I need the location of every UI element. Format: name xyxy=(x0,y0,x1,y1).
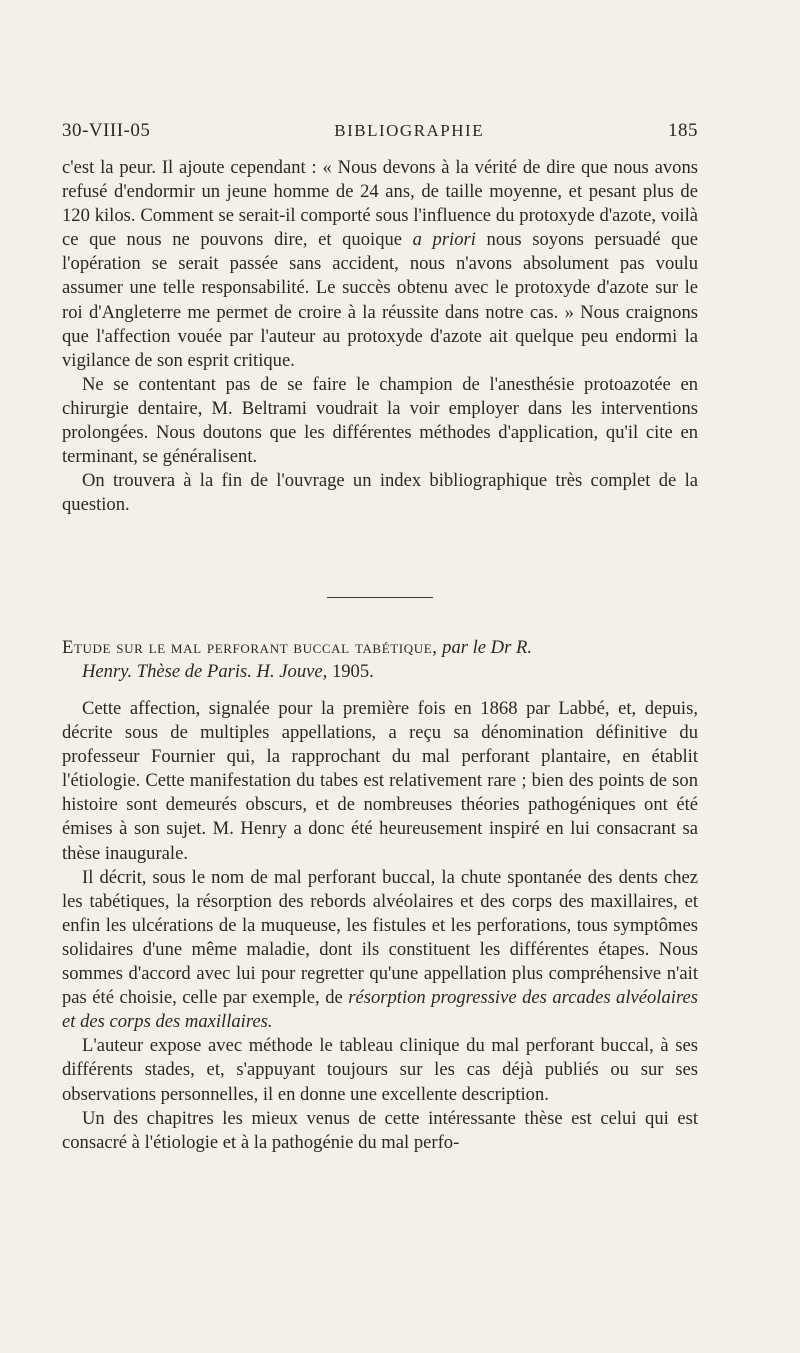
italic-phrase: a priori xyxy=(412,229,476,251)
page-number: 185 xyxy=(667,120,698,141)
section-divider xyxy=(327,597,433,598)
header-title: BIBLIOGRAPHIE xyxy=(334,121,485,140)
paragraph: Cette affection, signalée pour la première fois en 1868 par Labbé, et, depuis, décrite sous de multiples appellations, a reçu sa dénomination définitive du professeur Fournier qui, la rapprochant du mal perforant plantaire, en établit l'étiologie. Cette manifestation du tabes est relativement rare ; bien des points de son histoire sont demeurés obscurs, et de nombreuses théories pathogéniques ont été émises à son sujet. M. Henry a donc été heureusement inspiré en lui consacrant sa thèse inaugurale. xyxy=(62,698,698,864)
paragraph: L'auteur expose avec méthode le tableau clinique du mal perforant buccal, à ses différents stades, et, s'appuyant toujours sur les cas déjà publiés ou sur ses observations personnelles, il en donne une excellente description. xyxy=(62,1035,698,1105)
paragraph: c'est la peur. Il ajoute cependant : « Nous devons à la vérité de dire que nous avons refusé d'endormir un jeune homme de 24 ans, de taille moyenne, et pesant plus de 120 kilos. Comment se serait-il comporté sous l'influence du protoxyde d'azote, voilà ce que nous ne pouvons dire, et quoique a priori nous soyons persuadé que l'opération se serait passée sans accident, nous n'avons absolument pas voulu assumer une telle responsabilité. Le succès obtenu avec le protoxyde d'azote sur le roi d'Angleterre me permet de croire à la réussite dans notre cas. » Nous craignons que l'affection vouée par l'auteur au protoxyde d'azote ait quelque peu endormi la vigilance de son esprit critique. xyxy=(62,157,699,371)
review-continuation xyxy=(62,156,698,517)
paragraph: Il décrit, sous le nom de mal perforant buccal, la chute spontanée des dents chez les tabétiques, la résorption des rebords alvéolaires et des corps des maxillaires, et enfin les ulcérations de la muqueuse, les fistules et les perforations, tous symptômes solidaires d'une même maladie, dont ils constituent les différentes étapes. Nous sommes d'accord avec lui pour regretter qu'une appellation plus compréhensive n'ait pas été choisie, celle par exemple, de résorption progressive des arcades alvéolaires et des corps des maxillaires. xyxy=(62,866,698,1033)
review-body xyxy=(62,697,698,1155)
entry-title: Etude sur le mal perforant buccal tabétique, par le Dr R. Henry. Thèse de Paris. H. Jouve, 1905. xyxy=(62,637,533,683)
header-date: 30-VIII-05 xyxy=(62,120,151,141)
paragraph: Un des chapitres les mieux venus de cette intéressante thèse est celui qui est consacré à l'étiologie et à la pathogénie du mal perfo- xyxy=(62,1107,698,1153)
bibliography-entry xyxy=(62,636,698,684)
italic-phrase: résorption progressive des arcades alvéolaires et des corps des maxillaires. xyxy=(62,987,698,1033)
paragraph: On trouvera à la fin de l'ouvrage un index bibliographique très complet de la question. xyxy=(62,470,698,516)
running-header xyxy=(62,120,698,142)
paragraph: Ne se contentant pas de se faire le champion de l'anesthésie protoazotée en chirurgie dentaire, M. Beltrami voudrait la voir employer dans les interventions prolongées. Nous doutons que les différentes méthodes d'application, qu'il cite en terminant, se généralisent. xyxy=(62,373,698,468)
